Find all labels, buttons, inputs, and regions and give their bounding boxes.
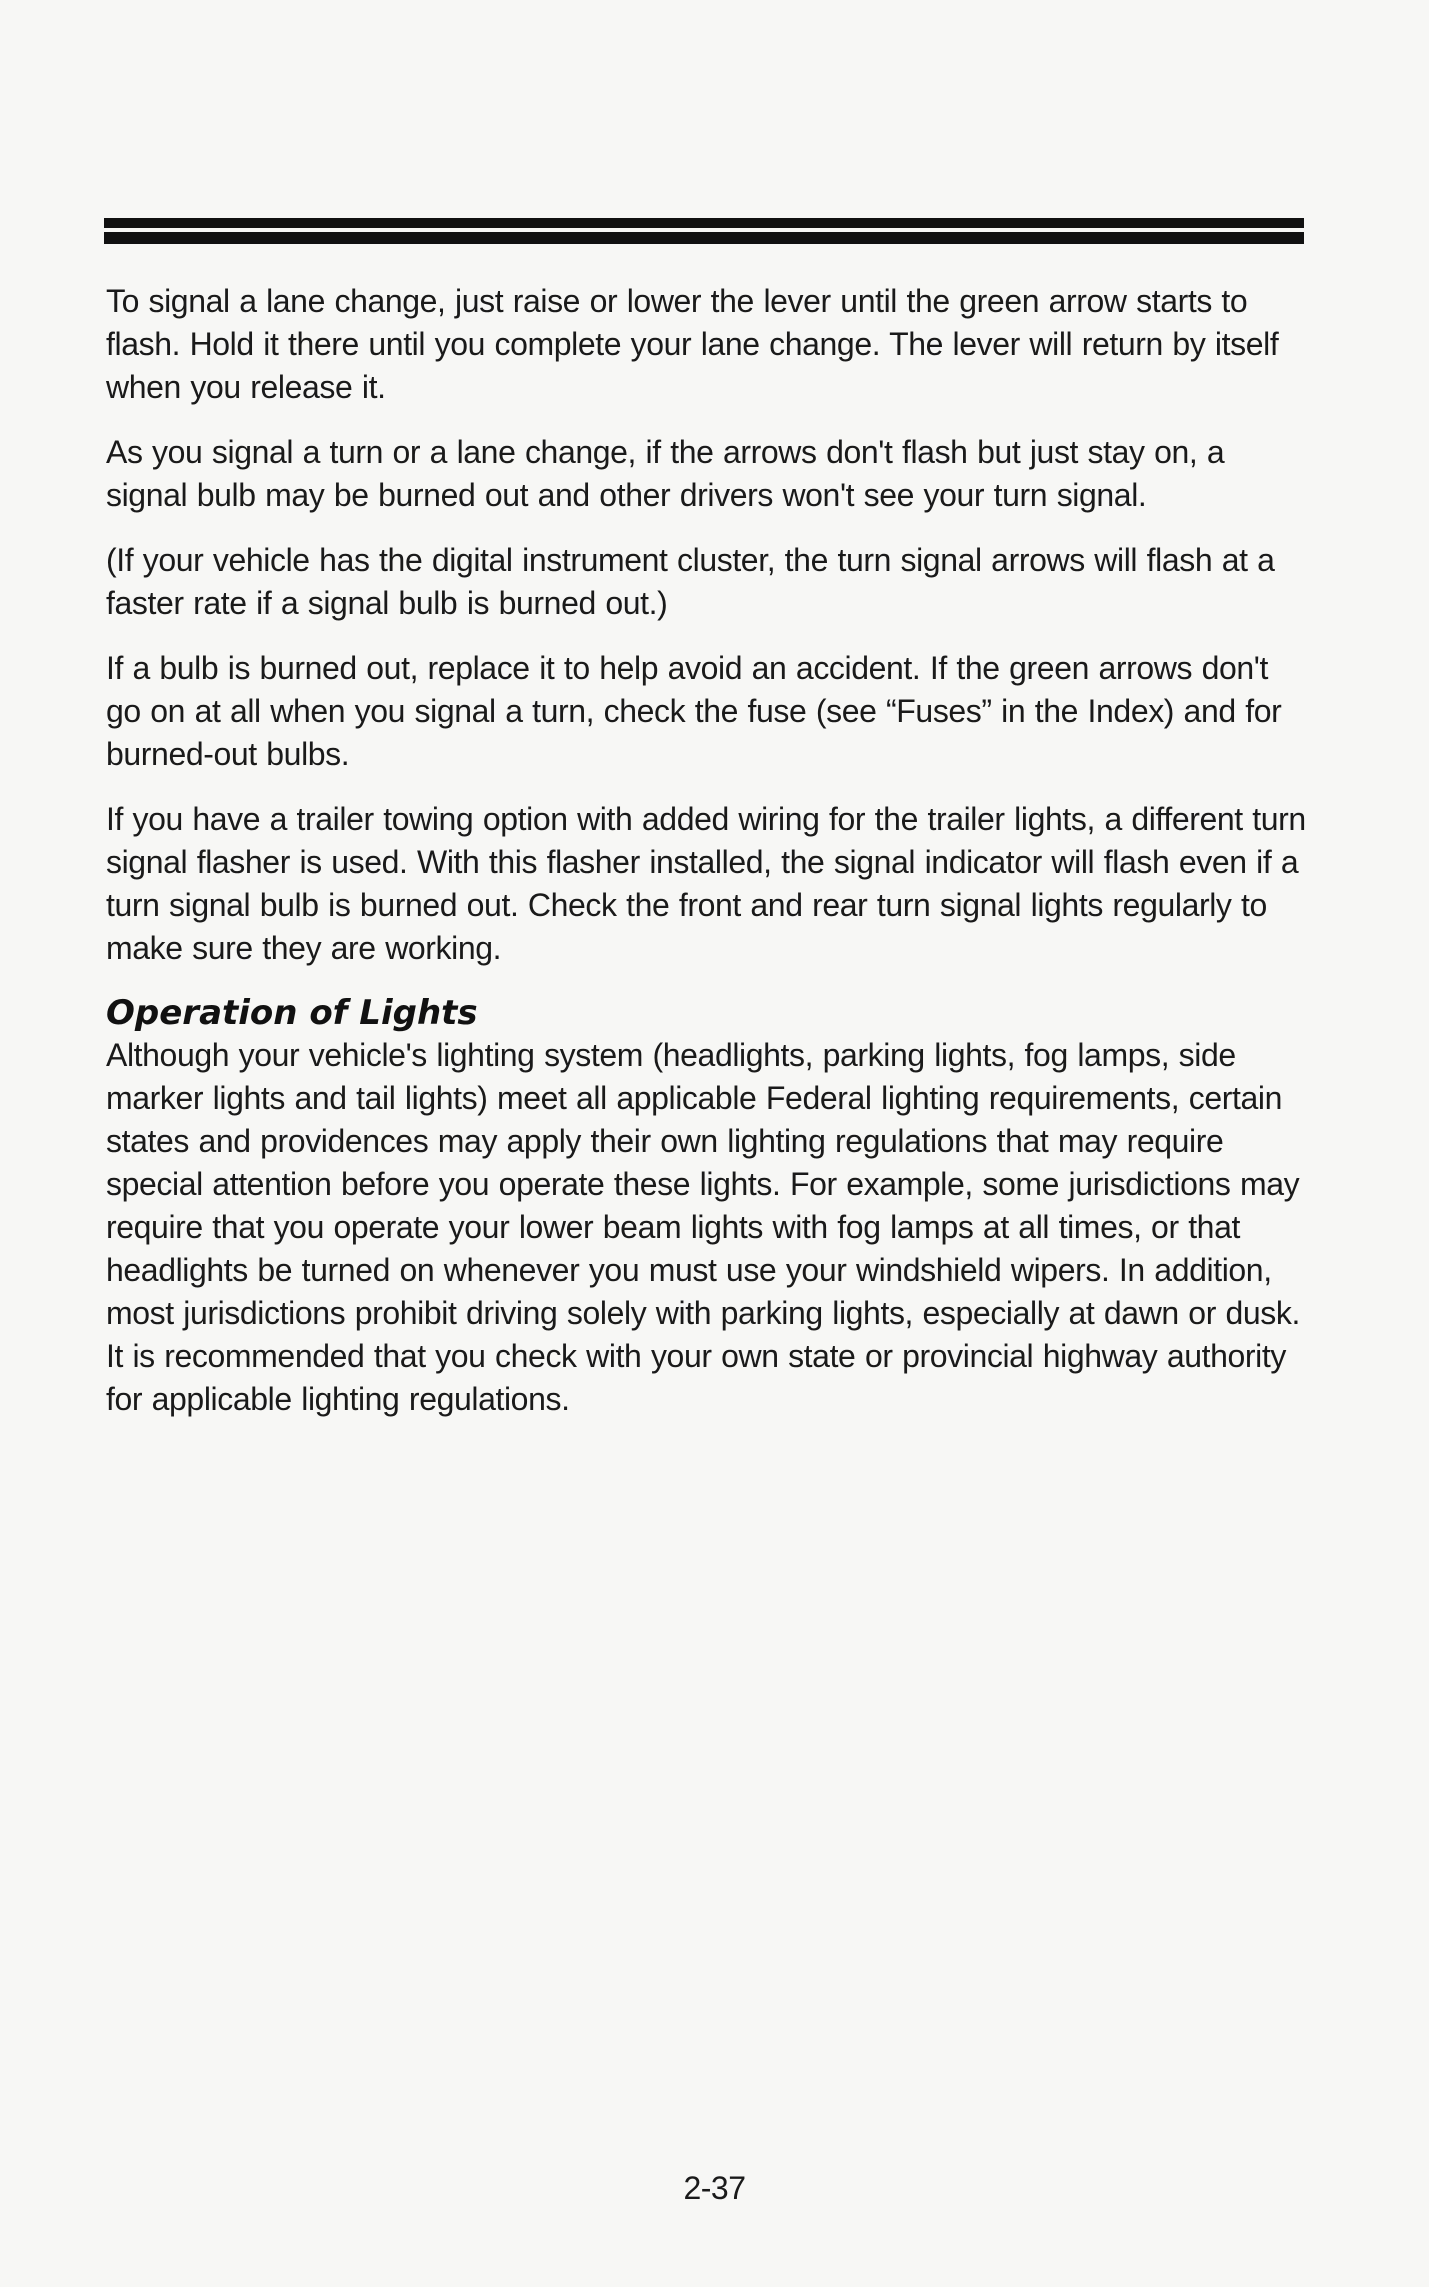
paragraph-trailer-towing: If you have a trailer towing option with added wiring for the trailer lights, a different turn signal flasher is used. With this flasher installed, the signal indicator will flash even if a turn signal bulb is burned out. Check the front and rear turn signal lights regularly to make sure they are working. (106, 801, 1306, 966)
paragraph-lane-change: To signal a lane change, just raise or lower the lever until the green arrow starts to flash. Hold it there until you complete your lane change. The lever will return by itself when you release it. (106, 283, 1279, 405)
page-content (106, 280, 1306, 1443)
section-body: Although your vehicle's lighting system (headlights, parking lights, fog lamps, side marker lights and tail lights) meet all applicable Federal lighting requirements, certain states and providences may apply their own lighting regulations that may require special attention before you operate these lights. For example, some jurisdictions may require that you operate your lower beam lights with fog lamps at all times, or that headlights be turned on whenever you must use your windshield wipers. In addition, most jurisdictions prohibit driving solely with parking lights, especially at dawn or dusk. It is recommended that you check with your own state or provincial highway authority for applicable lighting regulations. (106, 1037, 1300, 1417)
paragraph-digital-cluster: (If your vehicle has the digital instrument cluster, the turn signal arrows will flash at a faster rate if a signal bulb is burned out.) (106, 542, 1275, 621)
section-heading: Operation of Lights (106, 993, 478, 1033)
header-rule (104, 218, 1304, 246)
section-operation-of-lights (106, 992, 1306, 1421)
page-number: 2-37 (683, 2170, 746, 2206)
paragraph-burned-out-bulb: If a bulb is burned out, replace it to help avoid an accident. If the green arrows don't go on at all when you signal a turn, check the fuse (see “Fuses” in the Index) and for burned-out bulbs. (106, 650, 1282, 772)
paragraph-signal-bulb: As you signal a turn or a lane change, if the arrows don't flash but just stay on, a signal bulb may be burned out and other drivers won't see your turn signal. (106, 434, 1225, 513)
